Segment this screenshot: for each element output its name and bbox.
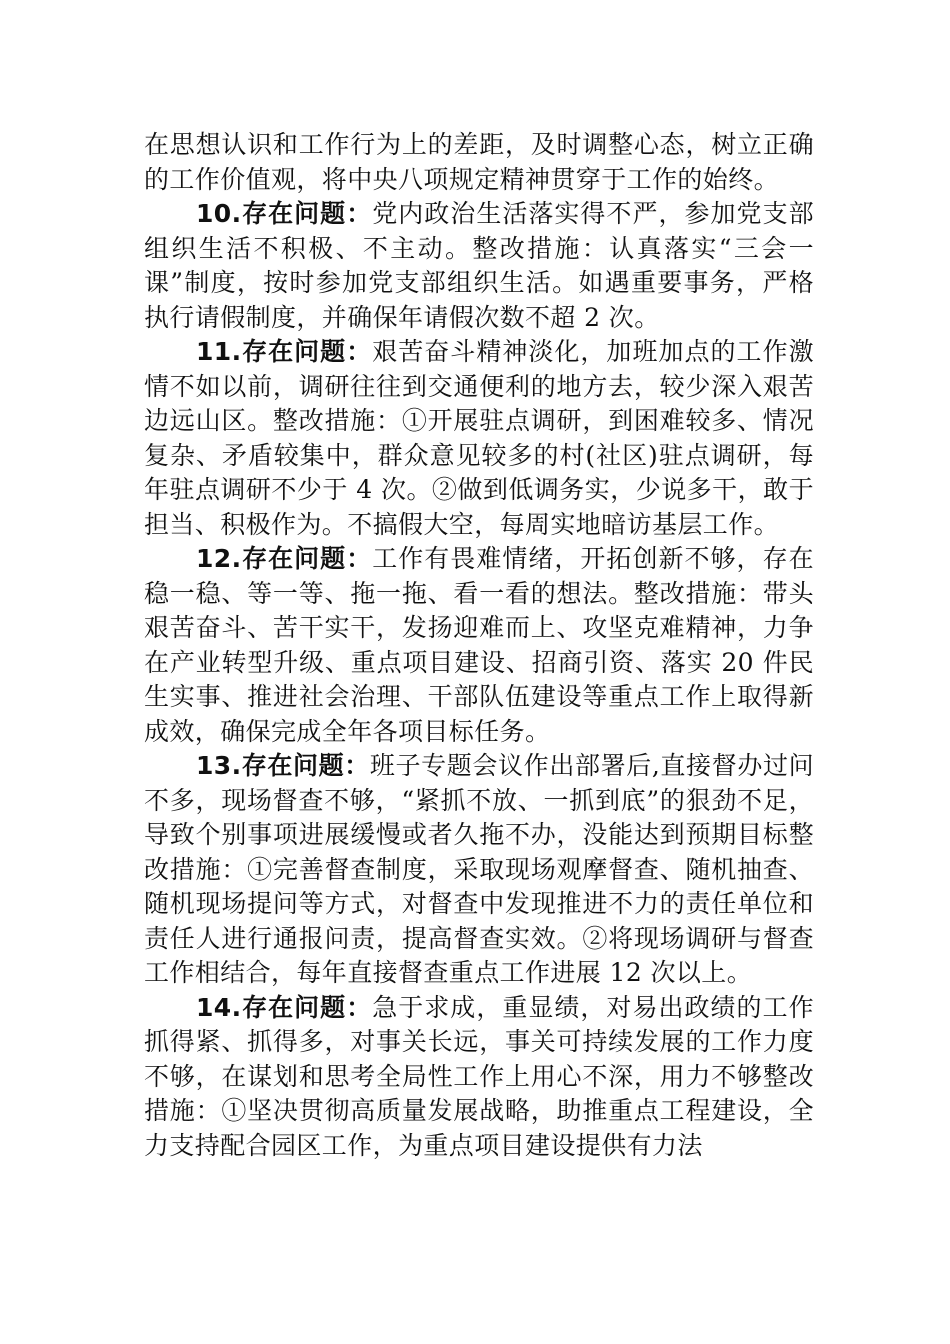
- paragraph-text: 党内政治生活落实得不严，参加党支部组织生活不积极、不主动。整改措施：认真落实“三会一课”制度，按时参加党支部组织生活。如遇重要事务，严格执行请假制度，并确保年请假次数不超 2 次。: [144, 199, 814, 332]
- document-body: [144, 128, 814, 1163]
- paragraph-item-10: [144, 197, 814, 335]
- paragraph-item-12: [144, 542, 814, 749]
- paragraph-text: 急于求成，重显绩，对易出政绩的工作抓得紧、抓得多，对事关长远，事关可持续发展的工作力度不够，在谋划和思考全局性工作上用心不深，用力不够整改措施：①坚决贯彻高质量发展战略，助推重点工程建设，全力支持配合园区工作，为重点项目建设提供有力法: [144, 992, 814, 1160]
- paragraph-text: 艰苦奋斗精神淡化，加班加点的工作激情不如以前，调研往往到交通便利的地方去，较少深入艰苦边远山区。整改措施：①开展驻点调研，到困难较多、情况复杂、矛盾较集中，群众意见较多的村(社区)驻点调研，每年驻点调研不少于 4 次。②做到低调务实，少说多干，敢于担当、积极作为。不搞假大空，每周实地暗访基层工作。: [144, 337, 814, 539]
- paragraph-continuation: [144, 128, 814, 197]
- paragraph-item-14: [144, 991, 814, 1164]
- paragraph-text: 工作有畏难情绪，开拓创新不够，存在稳一稳、等一等、拖一拖、看一看的想法。整改措施：带头艰苦奋斗、苦干实干，发扬迎难而上、攻坚克难精神，力争在产业转型升级、重点项目建设、招商引资、落实 20 件民生实事、推进社会治理、干部队伍建设等重点工作上取得新成效，确保完成全年各项目标任务。: [144, 544, 814, 746]
- item-heading: 11.存在问题：: [196, 337, 373, 366]
- item-heading: 12.存在问题：: [196, 544, 373, 573]
- item-heading: 14.存在问题：: [196, 992, 373, 1022]
- paragraph-text: 班子专题会议作出部署后,直接督办过问不多，现场督查不够，“紧抓不放、一抓到底”的狠劲不足，导致个别事项进展缓慢或者久拖不办，没能达到预期目标整改措施：①完善督查制度，采取现场观摩督查、随机抽查、随机现场提问等方式，对督查中发现推进不力的责任单位和责任人进行通报问责，提高督查实效。②将现场调研与督查工作相结合，每年直接督查重点工作进展 12 次以上。: [144, 751, 814, 987]
- paragraph-item-11: [144, 335, 814, 542]
- item-heading: 10.存在问题：: [196, 199, 373, 228]
- paragraph-text: 在思想认识和工作行为上的差距，及时调整心态，树立正确的工作价值观，将中央八项规定精神贯穿于工作的始终。: [144, 130, 814, 194]
- item-heading: 13.存在问题：: [196, 751, 370, 780]
- paragraph-item-13: [144, 749, 814, 991]
